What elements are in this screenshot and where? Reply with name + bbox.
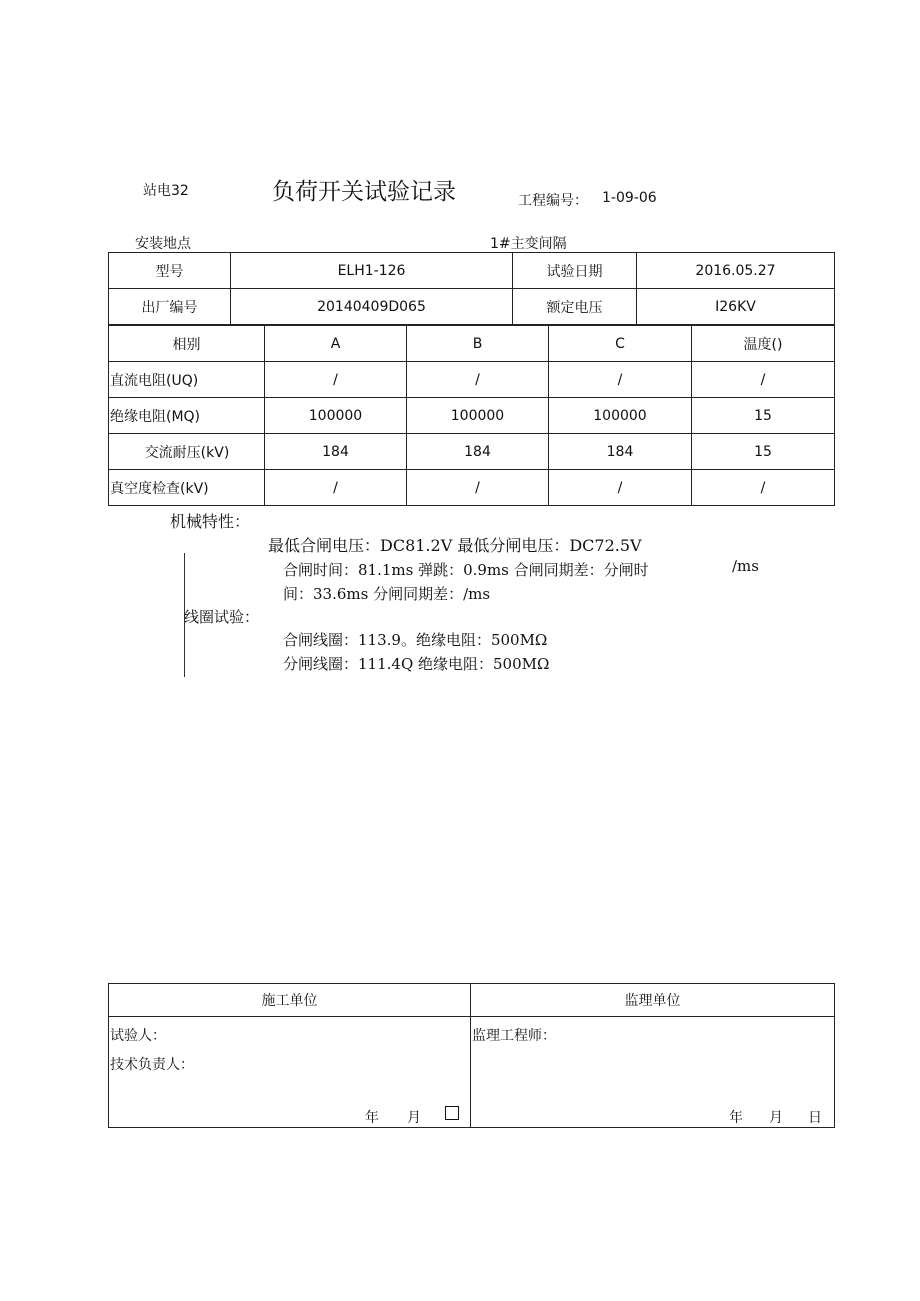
construction-unit-header: 施工单位 xyxy=(109,984,471,1017)
test-date-value: 2016.05.27 xyxy=(637,253,835,289)
table-cell: 15 xyxy=(692,398,835,434)
row-label: 交流耐压(kV) xyxy=(109,434,265,470)
column-header: B xyxy=(407,326,549,362)
signature-table xyxy=(108,983,835,1128)
column-header: C xyxy=(549,326,692,362)
row-label: 直流电阻(UQ) xyxy=(109,362,265,398)
equipment-info-table xyxy=(108,252,835,325)
tech-lead-label: 技术负责人： xyxy=(110,1057,194,1073)
mechanical-heading: 机械特性： xyxy=(170,512,251,531)
table-header-row xyxy=(109,326,835,362)
table-cell: / xyxy=(265,362,407,398)
month-label: 月 xyxy=(407,1110,421,1126)
table-cell: 15 xyxy=(692,434,835,470)
table-cell: 100000 xyxy=(549,398,692,434)
table-row xyxy=(109,1017,835,1128)
table-cell: / xyxy=(265,470,407,506)
table-cell: / xyxy=(549,470,692,506)
supervising-engineer-label: 监理工程师： xyxy=(472,1028,556,1044)
table-row xyxy=(109,253,835,289)
station-number: 站电32 xyxy=(143,183,189,199)
serial-value: 20140409D065 xyxy=(231,289,513,325)
table-cell: / xyxy=(549,362,692,398)
close-coil-line: 合闸线圈：113.9。绝缘电阻：500MΩ xyxy=(283,631,548,649)
table-row xyxy=(109,398,835,434)
year-label: 年 xyxy=(365,1110,379,1126)
table-cell: / xyxy=(692,362,835,398)
table-cell: / xyxy=(407,362,549,398)
construction-sign-cell xyxy=(109,1017,471,1128)
open-time-line: 间：33.6ms 分闸同期差：∕ms xyxy=(283,585,491,603)
table-row xyxy=(109,289,835,325)
day-label: 日 xyxy=(808,1110,822,1126)
table-row xyxy=(109,470,835,506)
install-location-value: 1#主变间隔 xyxy=(490,236,567,252)
row-label: 绝缘电阻(MQ) xyxy=(109,398,265,434)
model-value: ELH1-126 xyxy=(231,253,513,289)
model-label: 型号 xyxy=(109,253,231,289)
rated-voltage-label: 额定电压 xyxy=(513,289,637,325)
table-header-row xyxy=(109,984,835,1017)
timing-line: 合闸时间：81.1ms 弹跳：0.9ms 合闸同期差：分闸时 xyxy=(283,561,649,579)
open-time-unit: ∕ms xyxy=(732,557,759,575)
year-label: 年 xyxy=(729,1110,743,1126)
coil-heading: 线圈试验： xyxy=(184,608,260,626)
test-date-label: 试验日期 xyxy=(513,253,637,289)
rated-voltage-value: I26KV xyxy=(637,289,835,325)
table-cell: / xyxy=(407,470,549,506)
page-title: 负荷开关试验记录 xyxy=(272,179,456,205)
project-number-label: 工程编号： xyxy=(518,193,588,209)
table-cell: / xyxy=(692,470,835,506)
table-cell: 184 xyxy=(549,434,692,470)
table-row xyxy=(109,362,835,398)
column-header: 温度() xyxy=(692,326,835,362)
column-header: A xyxy=(265,326,407,362)
table-cell: 100000 xyxy=(265,398,407,434)
min-voltage-line: 最低合闸电压：DC81.2V 最低分闸电压：DC72.5V xyxy=(268,536,642,555)
table-cell: 184 xyxy=(407,434,549,470)
tester-label: 试验人： xyxy=(110,1028,166,1044)
month-label: 月 xyxy=(769,1110,783,1126)
row-label: 真空度检查(kV) xyxy=(109,470,265,506)
table-cell: 184 xyxy=(265,434,407,470)
column-header: 相别 xyxy=(109,326,265,362)
project-number-value: 1-09-06 xyxy=(602,190,657,206)
table-row xyxy=(109,434,835,470)
table-cell: 100000 xyxy=(407,398,549,434)
supervision-unit-header: 监理单位 xyxy=(471,984,835,1017)
supervision-sign-cell xyxy=(471,1017,835,1128)
install-location-label: 安装地点 xyxy=(135,236,191,252)
phase-test-table xyxy=(108,325,835,506)
checkbox-square xyxy=(445,1106,459,1120)
open-coil-line: 分闸线圈：111.4Q 绝缘电阻：500MΩ xyxy=(283,655,550,673)
serial-label: 出厂编号 xyxy=(109,289,231,325)
